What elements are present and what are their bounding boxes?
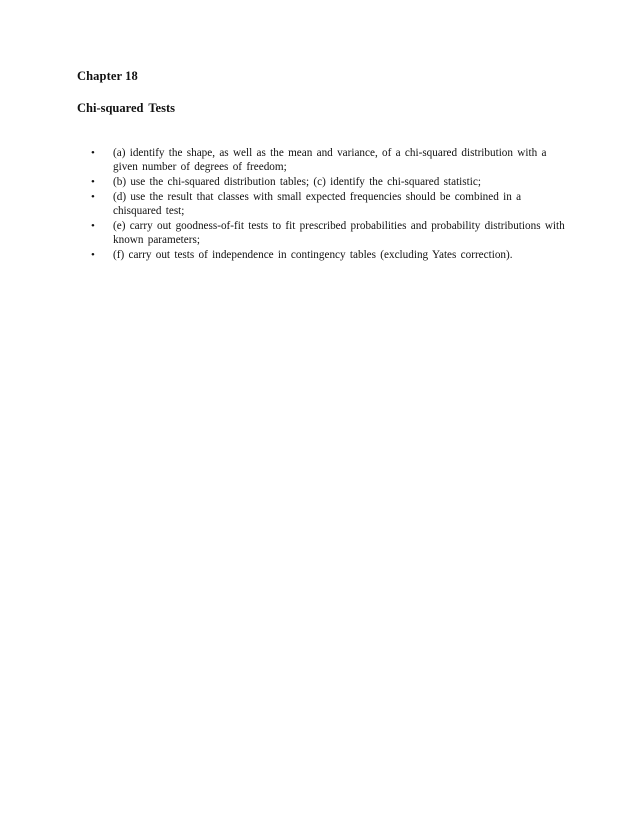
chapter-heading: Chapter 18 — [77, 69, 138, 83]
list-item — [77, 248, 567, 262]
bullet-icon: • — [91, 219, 95, 232]
list-item-text: (f) carry out tests of independence in contingency tables (excluding Yates correction). — [113, 248, 513, 261]
bullet-icon: • — [91, 190, 95, 203]
list-item-text: (b) use the chi-squared distribution tables; (c) identify the chi-squared statistic; — [113, 175, 481, 188]
bullet-icon: • — [91, 175, 95, 188]
bullet-icon: • — [91, 248, 95, 261]
list-item — [77, 190, 567, 218]
list-item-text: (d) use the result that classes with small expected frequencies should be combined in a chisquared test; — [113, 190, 522, 217]
section-title: Chi-squared Tests — [77, 101, 175, 115]
bullet-icon: • — [91, 147, 95, 159]
list-item-text: (e) carry out goodness-of-fit tests to fit prescribed probabilities and probability distributions with known parameters; — [113, 219, 565, 246]
list-item-text: (a) identify the shape, as well as the mean and variance, of a chi-squared distribution with a given number of degrees of freedom; — [113, 147, 547, 173]
list-item — [77, 175, 567, 189]
list-item — [77, 146, 567, 174]
objectives-list — [77, 146, 567, 262]
list-item — [77, 219, 567, 247]
